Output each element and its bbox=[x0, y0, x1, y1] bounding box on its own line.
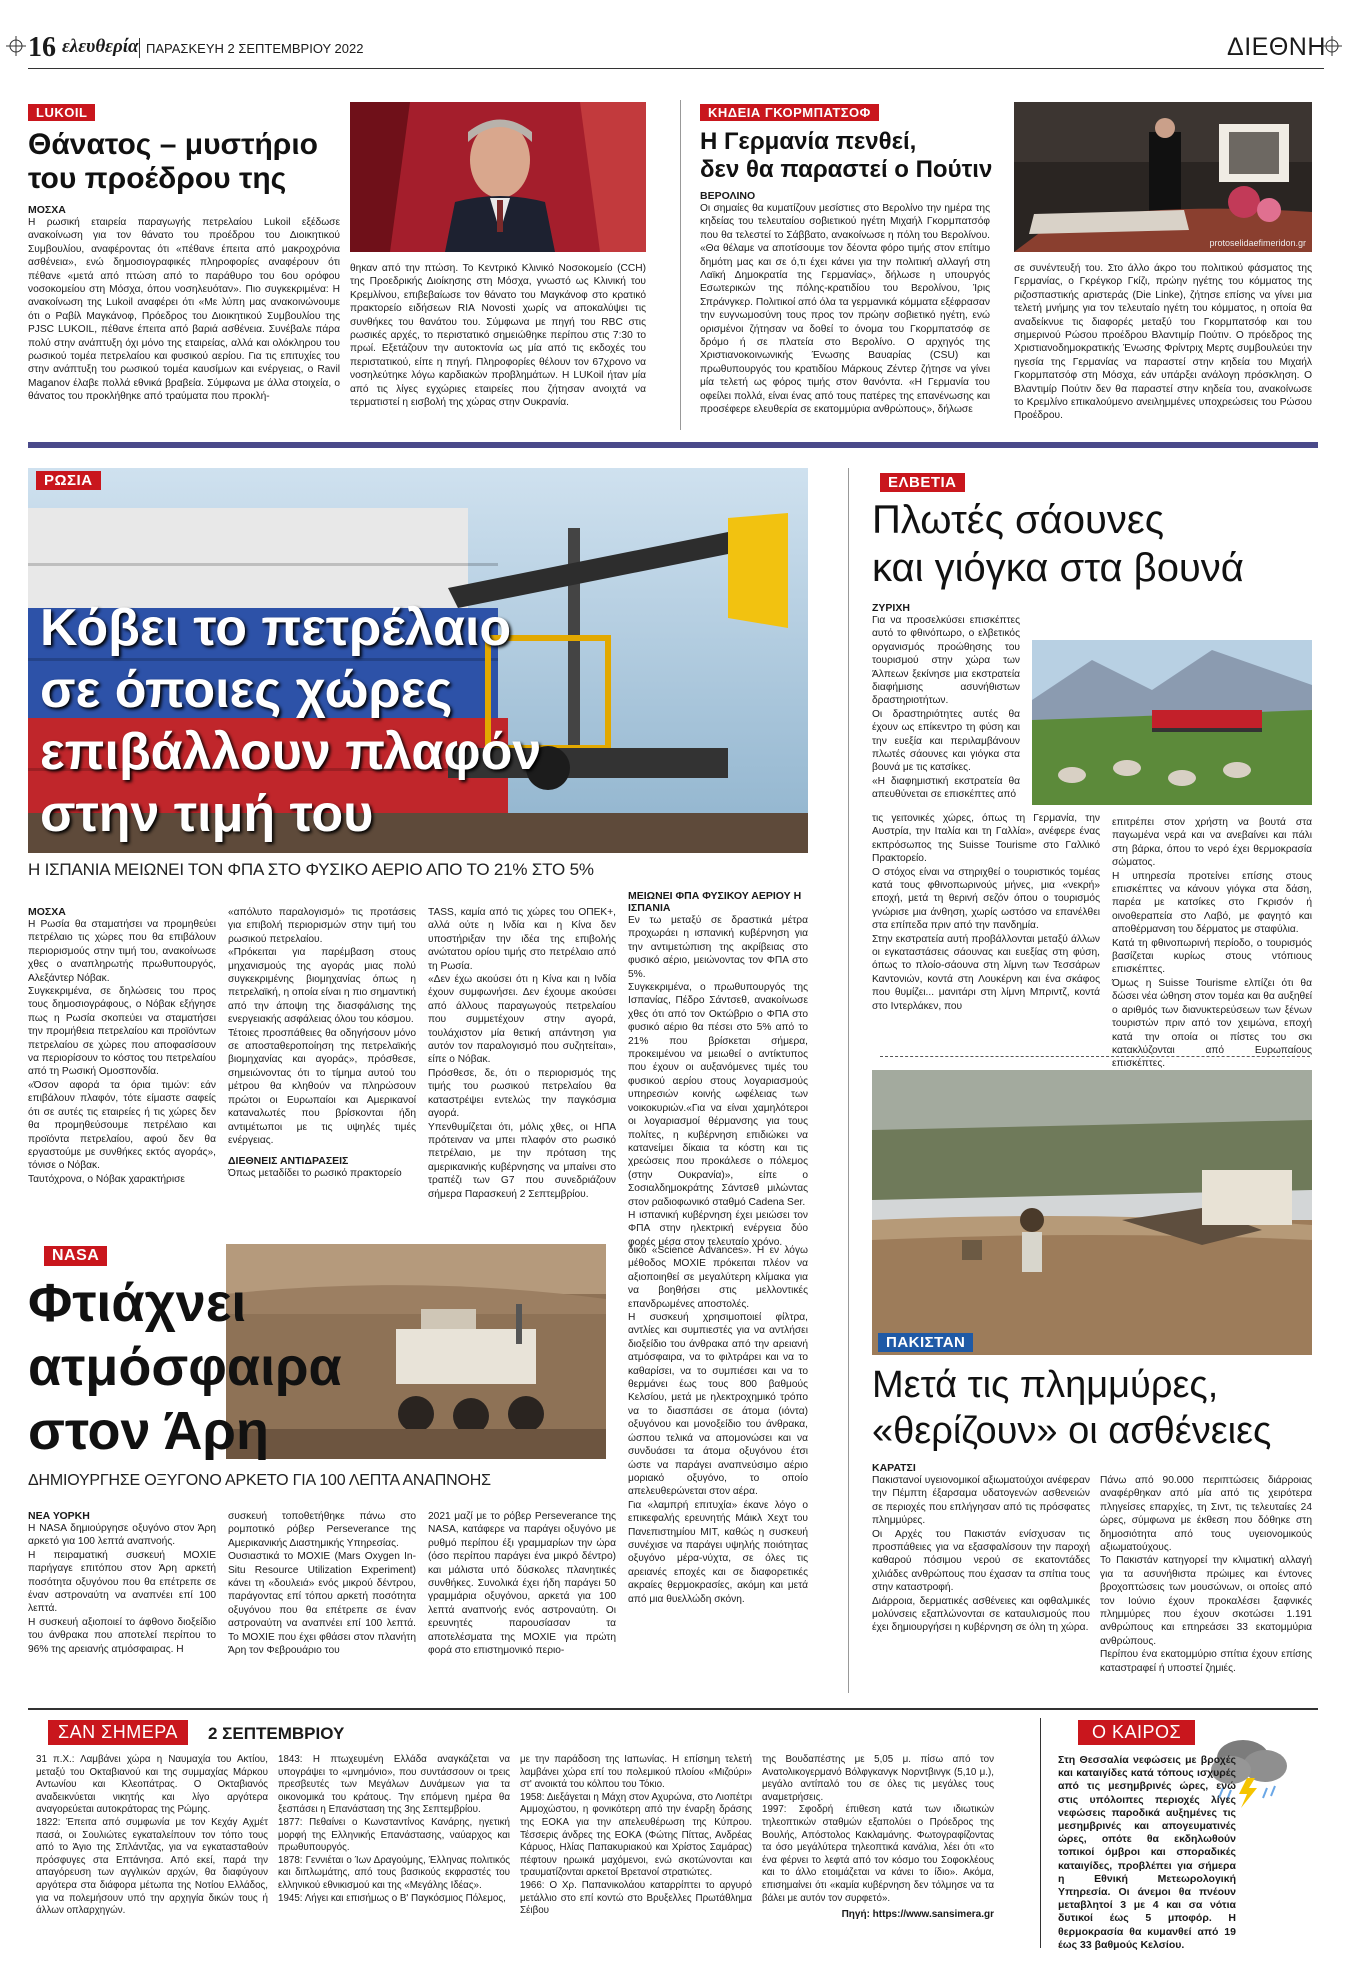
headline-russia-1: Κόβει το πετρέλαιο bbox=[40, 599, 512, 657]
today-col3 bbox=[520, 1754, 752, 1918]
crosshair-icon bbox=[1322, 36, 1342, 56]
headline-pakistan-1: Μετά τις πλημμύρες, bbox=[872, 1364, 1219, 1406]
body-text: TASS, καμία από τις χώρες του ΟΠΕΚ+, αλλά ούτε η Ινδία και η Κίνα δεν υποστήριξαν την ιδέα της επιβολής ανώτατου ορίου τιμής στο πετρέλαιο από τη Ρωσία. «Δεν έχω ακούσει ότι η Κίνα και η Ινδία έχουν συμφωνήσει. Δεν έχουμε ακούσει από άλλους παραγωγούς πετρελαίου που συμμετέχουν στην αγορά, τουλάχιστον μία θετική απάντηση για αυτόν τον παραλογισμό που συζητείται», είπε ο Νόβακ. Πρόσθεσε, δε, ότι ο περιορισμός της τιμής του ρωσικού πετρελαίου θα καταστρέψει εντελώς την παγκόσμια αγορά. Υπενθυμίζεται ότι, μόλις χθες, οι ΗΠΑ πρότειναν να μπει πλαφόν στο ρωσικό πετρέλαιο, με την πρόταση της αμερικανικής κυβέρνησης να μπαίνει στο τραπέζι των G7 που συνεδριάζουν σήμερα Παρασκευή 2 Σεπτεμβρίου. bbox=[428, 907, 616, 1200]
body-text: 31 π.Χ.: Λαμβάνει χώρα η Ναυμαχία του Ακτίου, μεταξύ του Οκταβιανού και της συμμαχίας Μάρκου Αντωνίου και Κλεοπάτρας. Ο Οκταβιανός αναδεικνύεται νικητής και λίγο αργότερα αναγορεύεται αυτοκράτορας της Ρώμης. 1822: Έπειτα από συμφωνία με τον Κεχάγ Αχμέτ πασά, οι Σουλιώτες εγκαταλείπουν τον τόπο τους από το Άγιο της Σπλάντζας, για να εγκατασταθούν πρόσφυγες στα Επτάνησα. Από εκεί, παρά την απαγόρευση των αγγλικών αρχών, θα διαφύγουν αργότερα στα διάφορα μέτωπα της Νοτίου Ελλάδος, για να πολεμήσουν υπό την αρχηγία δικών τους ή άλλων οπλαρχηγών. bbox=[36, 1754, 268, 1917]
dateline: ΝΕΑ ΥΟΡΚΗ bbox=[28, 1510, 90, 1522]
headline-russia-4: στην τιμή του bbox=[40, 785, 374, 843]
body-text: τις γειτονικές χώρες, όπως τη Γερμανία, την Αυστρία, την Ιταλία και τη Γαλλία», ανέφερε ένας εκπρόσωπος της Suisse Tourisme στο Γαλλικό Πρακτορείο. Ο στόχος είναι να στηριχθεί ο τουριστικός τομέας κατά τους φθινοπωρινούς μήνες, μια «νεκρή» εποχή, μετά τη θερινή σεζόν όπου ο τουρισμός γνώρισε μια άνθηση, χωρίς ωστόσο να επανέλθει στα επίπεδα πριν από την πανδημία. Στην εκστρατεία αυτή προβάλλονται μεταξύ άλλων οι εγκαταστάσεις σάουνας και ευεξίας στη φύση, όπως το πλοίο-σάουνα στη λίμνη των Τεσσάρων Καντονιών, κοντά στη Λουκέρνη και ένα σκάφος που θυμίζει... μανιτάρι στη λίμνη Μπριντζ, κοντά στο Ιντερλάκεν, που bbox=[872, 813, 1100, 1012]
headline-nasa-2: ατμόσφαιρα bbox=[28, 1337, 342, 1397]
header-rule bbox=[28, 68, 1324, 69]
pakistan-col1 bbox=[872, 1462, 1090, 1635]
column-rule bbox=[1040, 1718, 1041, 1948]
dateline: ΒΕΡΟΛΙΝΟ bbox=[700, 190, 756, 202]
nasa-col3 bbox=[428, 1510, 616, 1657]
dashed-divider bbox=[880, 1056, 1310, 1057]
photo-putin-coffin bbox=[1014, 102, 1312, 252]
body-text: Για να προσελκύσει επισκέπτες αυτό το φθινόπωρο, ο ελβετικός οργανισμός προώθησης του τουρισμού στην χώρα των Άλπεων ξεκίνησε μια εκστρατεία διαφήμισης ασυνήθιστων δραστηριοτήτων. Οι δραστηριότητες αυτές θα έχουν ως επίκεντρο τη φύση και την ευεξία και περιλαμβάνουν πλωτές σάουνες και γιόγκα στα βουνά με τις κατσίκες. «Η διαφημιστική εκστρατεία θα απευθύνεται σε επισκέπτες από bbox=[872, 615, 1020, 801]
headline-switzerland-1: Πλωτές σάουνες bbox=[872, 498, 1165, 542]
russia-col3 bbox=[428, 906, 616, 1201]
body-text: Η Ρωσία θα σταματήσει να προμηθεύει πετρέλαιο τις χώρες που θα επιβάλουν περιορισμούς στην τιμή του, ανακοίνωσε χθες ο αναπληρωτής πρωθυπουργός, Αλεξάντερ Νόβακ. Συγκεκριμένα, σε δηλώσεις του προς τους δημοσιογράφους, ο Νόβακ εξήγησε πως η Ρωσία σκοπεύει να σταματήσει την προμήθεια πετρελαίου και προϊόντων πετρελαίου σε χώρες που αποφασίσουν να περιορίσουν το κόστος του πετρελαίου από τη Ρωσική Ομοσπονδία. «Όσον αφορά τα όρια τιμών: εάν επιβάλουν πλαφόν, τότε είμαστε σαφείς ότι σε αυτές τις εταιρείες ή τις χώρες δεν θα προμηθεύσουμε πετρέλαιο και προϊόντα πετρελαίου, αφού δεν θα εργαστούμε με συνθήκες εκτός αγοράς», τόνισε ο Νόβακ. Ταυτόχρονα, ο Νόβακ χαρακτήρισε bbox=[28, 919, 216, 1185]
body-text: Η ρωσική εταιρεία παραγωγής πετρελαίου Lukoil εξέδωσε ανακοίνωση για τον θάνατο του προέδρου του Διοικητικού Συμβουλίου, αναφέροντας ότι «πέθανε έπειτα από μακροχρόνια ασθένεια», ενώ δημοσιογραφικές πληροφορίες αναφέρουν ότι πέθανε «μετά από πτώση από το παράθυρο του 6ου ορόφου νοσοκομείου στη Μόσχα, όπου νοσηλευόταν». Πιο συγκεκριμένα: Η ανακοίνωση της Lukoil αναφέρει ότι «Με λύπη μας ανακοινώνουμε ότι ο Ραβίλ Μαγκάνοφ, Πρόεδρος του Διοικητικού Συμβουλίου της PJSC LUKOIL, πέθανε έπειτα από βαριά ασθένεια. Συνέβαλε πάρα πολύ στην ανάπτυξη όχι μόνο της εταιρείας, αλλά και ολόκληρου του ρωσικού τομέα πετρελαίου και φυσικού αερίου. Για τις επιτυχίες του στην ανάπτυξη του ρωσικού τομέα καυσίμων και ενέργειας, ο Ravil Maganov έλαβε πολλά εθνικά βραβεία. Σύμφωνα με άλλα στοιχεία, ο θάνατος του προκλήθηκε από τραύματα που προκλή- bbox=[28, 217, 340, 403]
body-text: σε συνέντευξή του. Στο άλλο άκρο του πολιτικού φάσματος της Γερμανίας, ο Γκρέγκορ Γκίζι, πρώην ηγέτης του κόμματος της ριζοσπαστικής αριστεράς (Die Linke), ζήτησε επίσης να γίνει μια τελετή μνήμης για τον τελευταίο ηγέτη του κόμματος, η οποία θα αναδείκνυε τις διαφορές μεταξύ του Γκορμπατσόφ και του σημερινού Ρώσου προέδρου Βλαντιμίρ Πούτιν. Ο πρόεδρος της Χριστιανοδημοκρατικής Ένωσης Φρίντριχ Μερτς συμβουλεύει την ηγεσία της Γερμανίας να παραστεί στην κηδεία του Μιχαήλ Γκορμπατσόφ στη Μόσχα, εάν υπάρξει ανάλογη πρόσκληση. Ο Βλαντιμίρ Πούτιν δεν θα παραστεί στην κηδεία του, ανακοίνωσε το Κρεμλίνο επικαλούμενο ανειλημμένες υποχρεώσεις του Ρώσου Προέδρου. bbox=[1014, 263, 1312, 422]
subtitle-nasa: ΔΗΜΙΟΥΡΓΗΣΕ ΟΞΥΓΟΝΟ ΑΡΚΕΤΟ ΓΙΑ 100 ΛΕΠΤΑ ΑΝΑΠΝΟΗΣ bbox=[28, 1472, 491, 1489]
dateline: ΖΥΡΙΧΗ bbox=[872, 602, 910, 614]
gorbachev-col1 bbox=[700, 190, 990, 417]
page-header bbox=[0, 0, 1346, 70]
page-number: 16 bbox=[28, 32, 56, 63]
header-date: ΠΑΡΑΣΚΕΥΗ 2 ΣΕΠΤΕΜΒΡΙΟΥ 2022 bbox=[146, 41, 364, 56]
body-text: Στη Θεσσαλία νεφώσεις με βροχές και καταιγίδες κατά τόπους ισχυρές από τις μεσημβρινές ώρες, ενώ στις υπόλοιπες περιοχές λίγες νεφώσεις παροδικά αυξημένες τις μεσημβρινές και απογευματινές ώρες, οπότε θα εκδηλωθούν τοπικοί όμβροι και σποραδικές καταιγίδες, προβλέπει για σήμερα η Εθνική Μετεωρολογική Υπηρεσία. Οι άνεμοι θα πνέουν μεταβλητοί 3 με 4 και σα νότια δυτικοί έως 5 μποφόρ. Η θερμοκρασία θα κυμανθεί από 19 έως 33 βαθμούς Κελσίου. bbox=[1058, 1754, 1236, 1951]
nasa-col1 bbox=[28, 1510, 216, 1656]
column-rule bbox=[680, 100, 681, 430]
section-name: ΔΙΕΘΝΗ bbox=[1227, 33, 1326, 61]
body-text: της Βουδαπέστης με 5,05 μ. πίσω από τον Ανατολικογερμανό Βόλφγκανγκ Νορντβινγκ (5,10 μ.), μεγάλο αντίπαλό του σε όλες τις μεγάλες τους αναμετρήσεις. 1997: Σφοδρή έπιθεση κατά των ιδιωτικών τηλεοπτικών σταθμών εξαπολύει ο Πρόεδρος της Βουλής, Απόστολος Κακλαμάνης. Φωτογραφίζοντας τα όσο μεγάλύτερα τηλεοπτικά κανάλια, λέει ότι «το ένα φέρνει το λεφτά από τον κόσμο του Σοφοκλέους και το άλλο ετοιμάζεται να κάνει το ίδιο». Ακόμα, επισημαίνει ότι «καμία κυβέρνηση δεν τόλμησε να τα βάλει με αυτόν τον συρφετό». bbox=[762, 1754, 994, 1904]
today-col1 bbox=[36, 1754, 268, 1918]
gorbachev-col2 bbox=[1014, 262, 1312, 423]
body-text: με την παράδοση της Ιαπωνίας. Η επίσημη τελετή λαμβάνει χώρα επί του πολεμικού πλοίου «Μιζούρι» στ' ανοικτά του κόλπου του Τόκιο. 1958: Διεξάγεται η Μάχη στον Αχυρώνα, στο Λιοπέτρι Αμμοχώστου, η φονικότερη από την έναρξη δράσης της ΕΟΚΑ για την απελευθέρωση της Κύπρου. Τέσσερις άνδρες της ΕΟΚΑ (Φώτης Πίττας, Ανδρέας Κάρυος, Ηλίας Παπακυριακού και Χρίστος Σαμάρας) πέφτουν ηρωικά μαχόμενοι, ενώ σκοτώνονται και τραυματίζονται αρκετοί Βρετανοί στρατιώτες. 1966: Ο Χρ. Παπανικολάου καταρρίπτει το αργυρό μετάλλιο στο επί κοντώ στο Βρυξελλες Πρωτάθλημα Σέιβου bbox=[520, 1754, 752, 1917]
russia-col2 bbox=[228, 906, 416, 1181]
body-text: «απόλυτο παραλογισμό» τις προτάσεις για επιβολή περιορισμών στην τιμή του ρωσικού πετρελαίου. «Πρόκειται για παρέμβαση στους μηχανισμούς της αγοράς μιας πολύ συγκεκριμένης βιομηχανίας όπως η πετρελαϊκή, η οποία είναι η πιο σημαντική από την άποψη της διασφάλισης της ενεργειακής ασφάλειας όλου του κόσμου. Τέτοιες προσπάθειες θα οδηγήσουν μόνο σε αποσταθεροποίηση της πετρελαϊκής βιομηχανίας και αγοράς», πρόσθεσε, σημειώνοντας ότι το τίμημα αυτού του μέτρου θα κληθούν να πληρώσουν πρώτοι οι Ευρωπαίοι και Αμερικανοί καταναλωτές που βρίσκονται ήδη αντιμέτωποι με τις υψηλές τιμές ενέργειας. bbox=[228, 907, 417, 1146]
subtitle-russia: Η ΙΣΠΑΝΙΑ ΜΕΙΩΝΕΙ ΤΟΝ ΦΠΑ ΣΤΟ ΦΥΣΙΚΟ ΑΕΡΙΟ ΑΠΟ ΤΟ 21% ΣΤΟ 5% bbox=[28, 860, 594, 879]
headline-russia-2: σε όποιες χώρες bbox=[40, 661, 453, 719]
header-divider bbox=[139, 38, 140, 58]
body-text: Η NASA δημιούργησε οξυγόνο στον Άρη αρκετό για 100 λεπτά αναπνοής. Η πειραματική συσκευή MOXIE παρήγαγε επιτόπου στον Άρη αρκετή ποσότητα οξυγόνου που θα επέτρεπε σε έναν αστροναύτη να αναπνέει επί 100 λεπτά. Η συσκευή αξιοποιεί το άφθονο διοξείδιο του άνθρακα που αποτελεί περίπου το 96% της αρειανής ατμόσφαιρας. Η bbox=[28, 1523, 216, 1655]
kicker-nasa: NASA bbox=[44, 1246, 107, 1266]
subhead: ΔΙΕΘΝΕΙΣ ΑΝΤΙΔΡΑΣΕΙΣ bbox=[228, 1155, 349, 1168]
headline-gorbachev-2: δεν θα παραστεί ο Πούτιν bbox=[700, 156, 993, 183]
source-note: Πηγή: https://www.sansimera.gr bbox=[841, 1909, 994, 1921]
kicker-lukoil: LUKOIL bbox=[28, 104, 95, 121]
section-band bbox=[28, 442, 1318, 448]
body-text: δικό «Science Advances». Η εν λόγω μέθοδος MOXIE πρόκειται πλέον να αξιοποιηθεί σε μεγαλύτερη κλίμακα για να βοηθήσει στις μελλοντικές επανδρωμένες αποστολές. Η συσκευή χρησιμοποιεί φίλτρα, αντλίες και συμπιεστές για να αντλήσει διοξείδιο του άνθρακα από την αρειανή ατμόσφαιρα, να το φιλτράρει και να το καθαρίσει, να το συμπιέσει και να το θερμάνει έως τους 800 βαθμούς Κελσίου, μετά με ηλεκτροχημικό τρόπο να το διασπάσει σε άτομα (ιόντα) οξυγόνου και μονοξείδιο του άνθρακα, ώσπου τελικά να απομονώσει και να συνδυάσει τα άτομα οξυγόνου έτσι ώστε να παράγει αναπνεύσιμο αέριο μοριακό οξυγόνο, το οποίο απελευθερώνεται στον αέρα. Για «λαμπρή επιτυχία» έκανε λόγο ο επικεφαλής ερευνητής Μάικλ Χεχτ του Πανεπιστημίου MIT, καθώς η συσκευή συνέχισε να παράγει υψηλής ποιότητας οξυγόνο μέρα-νύχτα, σε όλες τις αρειανές εποχές και σε διαφορετικές ακραίες θερμοκρασίες, ακόμη και μετά από μια θυελλώδη σκόνη. bbox=[628, 1245, 808, 1605]
kicker-gorbachev: ΚΗΔΕΙΑ ΓΚΟΡΜΠΑΤΣΟΦ bbox=[700, 104, 879, 121]
body-text: Πακιστανοί υγειονομικοί αξιωματούχοι ανέφεραν την Πέμπτη έξαρσαμα υδατογενών ασθενειών σε περιοχές που επλήγησαν από τις πρόσφατες πλημμύρες. Οι Αρχές του Πακιστάν ενίσχυσαν τις προσπάθειες για να εξασφαλίσουν την παροχή καθαρού πόσιμου νερού σε εκατοντάδες χιλιάδες ανθρώπους που έχασαν τα σπίτια τους στην καταστροφή. Διάρροια, δερματικές ασθένειες και οφθαλμικές μολύνσεις εξαπλώνονται σε καταυλισμούς που έχει δημιουργήσει η κυβέρνηση σε όλη τη χώρα. bbox=[872, 1475, 1090, 1634]
crosshair-icon bbox=[6, 36, 26, 56]
kicker-pakistan: ΠΑΚΙΣΤΑΝ bbox=[878, 1333, 973, 1352]
weather-text bbox=[1058, 1754, 1316, 1950]
russia-col4 bbox=[628, 890, 808, 1249]
nasa-col2 bbox=[228, 1510, 416, 1657]
dateline: ΚΑΡΑΤΣΙ bbox=[872, 1462, 916, 1474]
column-rule bbox=[848, 468, 849, 1693]
headline-lukoil-2: του προέδρου της bbox=[28, 162, 287, 195]
russia-col1 bbox=[28, 906, 216, 1186]
body-text: Εν τω μεταξύ σε δραστικά μέτρα προχωράει η ισπανική κυβέρνηση για την αντιμετώπιση της ακρίβειας στο φυσικό αέριο, μειώνοντας τον ΦΠΑ στο 5%. Συγκεκριμένα, ο πρωθυπουργός της Ισπανίας, Πέδρο Σάντσεθ, ανακοίνωσε χθες ότι από τον Οκτώβριο ο ΦΠΑ στο φυσικό αέριο θα πέσει στο 5% από το 21% που βρίσκεται σήμερα, προκειμένου να μειωθεί ο αντίκτυπος που έχουν οι αυξανόμενες τιμές του φυσικού αερίου στους λογαριασμούς υπηρεσιών κοινής ωφέλειας των νοικοκυριών.«Για να είναι χαμηλότεροι οι λογαριασμοί θέρμανσης για τους πολίτες, η κυβέρνηση επιδιώκει να κατανείμει δίκαια τα κόστη και τις χρεώσεις που προκάλεσε ο πόλεμος (στην Ουκρανία)», είπε ο Σοσιαλδημοκράτης Σάντσεθ μιλώντας στον ραδιοφωνικό σταθμό Cadena Ser. Η ισπανική κυβέρνηση έχει μειώσει τον ΦΠΑ στην ηλεκτρική ενέργεια δύο φορές μέσα στον τελευταίο χρόνο. bbox=[628, 915, 808, 1248]
dateline: ΜΟΣΧΑ bbox=[28, 906, 66, 918]
headline-gorbachev-1: Η Γερμανία πενθεί, bbox=[700, 128, 917, 155]
headline-switzerland-2: και γιόγκα στα βουνά bbox=[872, 546, 1244, 590]
switzerland-col1-top bbox=[872, 602, 1020, 802]
today-date: 2 ΣΕΠΤΕΜΒΡΙΟΥ bbox=[208, 1724, 345, 1743]
photo-goats-alps bbox=[1032, 640, 1312, 805]
headline-lukoil-1: Θάνατος – μυστήριο bbox=[28, 128, 319, 161]
body-text: θηκαν από την πτώση. Το Κεντρικό Κλινικό Νοσοκομείο (CCH) της Προεδρικής Διοίκησης στη Μόσχα, γνωστό ως Κλινική του Κρεμλίνου, επιβεβαίωσε τον θάνατο του Μαγκάνοφ στο κρατικό πρακτορείο ειδήσεων RIA Novosti χωρίς να αποκαλύψει τις συνθήκες του θανάτου του. Σύμφωνα με πηγή του RBC στις ρωσικές αρχές, το περιστατικό σημειώθηκε περίπου στις 7:30 το πρωί. Εξετάζουν την αυτοκτονία ως μία από τις εκδοχές του περιστατικού, είπε η πηγή. Πληροφορίες θέλουν τον 67χρονο να νοσηλεύτηκε λόγω καρδιακών προβλημάτων. Η LUKoil ήταν μία από τις λίγες εγχώριες εταιρείες που ζήτησαν ανοιχτά να τερματιστεί η εισβολή της χώρας στην Ουκρανία. bbox=[350, 263, 646, 409]
headline-nasa-3: στον Άρη bbox=[28, 1401, 269, 1461]
paper-name: ελευθερία bbox=[62, 36, 139, 57]
today-col4 bbox=[762, 1754, 994, 1920]
body-text: Όπως μεταδίδει το ρωσικό πρακτορείο bbox=[228, 1168, 402, 1180]
headline-nasa-1: Φτιάχνει bbox=[28, 1273, 247, 1333]
kicker-russia: ΡΩΣΙΑ bbox=[36, 471, 101, 490]
body-text: Οι σημαίες θα κυματίζουν μεσίστιες στο Βερολίνο την ημέρα της κηδείας του τελευταίου σοβιετικού ηγέτη Μιχαήλ Γκορμπατσόφ που θα τελεστεί το Σάββατο, ανακοίνωσε η πόλη του Βερολίνου. «Θα θέλαμε να αποτίσουμε τον δέοντα φόρο τιμής στον επίτιμο δημότη μας και σε ό,τι έχει κάνει για την πολιτική αλλαγή στη Λαϊκή Δημοκρατία της Γερμανίας», δήλωσε η υπουργός Εσωτερικών της πόλης-κρατιδίου του Βερολίνου, Ίρις Σπράνγκερ. Πολιτικοί από όλα τα γερμανικά κόμματα εξέφρασαν την ευγνωμοσύνη τους προς τον πρώην σοβιετικό ηγέτη, ενώ ορισμένοι ζήτησαν να δοθεί το όνομα του Γκορμπατσόφ σε δρόμο ή σε πλατεία στο Βερολίνο. Ο αρχηγός της Χριστιανοκοινωνικής Ένωσης Βαυαρίας (CSU) και πρωθυπουργός του κρατιδίου Μάρκους Ζέντερ ζήτησε να γίνει μία τελετή ως φόρος τιμής στον θανόντα. «Η Γερμανία του οφείλει πολλά, είναι ένας από τους πατέρες της επανένωσης και προσέφερε ελευθερία σε εκατομμύρια ανθρώπους», δήλωσε bbox=[700, 203, 990, 416]
kicker-switzerland: ΕΛΒΕΤΙΑ bbox=[880, 473, 965, 492]
pakistan-col2 bbox=[1100, 1474, 1312, 1675]
dateline: ΜΟΣΧΑ bbox=[28, 204, 66, 216]
today-label: ΣΑΝ ΣΗΜΕΡΑ bbox=[48, 1720, 188, 1745]
switzerland-col1-bottom bbox=[872, 812, 1100, 1013]
today-col2 bbox=[278, 1754, 510, 1905]
weather-label: Ο ΚΑΙΡΟΣ bbox=[1078, 1720, 1195, 1745]
subhead: ΜΕΙΩΝΕΙ ΦΠΑ ΦΥΣΙΚΟΥ ΑΕΡΙΟΥ Η ΙΣΠΑΝΙΑ bbox=[628, 890, 802, 914]
headline-pakistan-2: «θερίζουν» οι ασθένειες bbox=[872, 1410, 1272, 1452]
body-text: 1843: Η πτωχευμένη Ελλάδα αναγκάζεται να υπογράψει το «μνημόνιο», που συντάσσουν οι τρεις πρεσβευτές των Μεγάλων Δυνάμεων για τα οικονομικά του κράτους. Την επόμενη ημέρα θα ξεσπάσει η Επανάσταση της 3ης Σεπτεμβρίου. 1877: Πεθαίνει ο Κωνσταντίνος Κανάρης, ηγετική μορφή της Ελληνικής Επανάστασης, ναύαρχος και πρωθυπουργός. 1878: Γεννιέται ο Ίων Δραγούμης, Έλληνας πολιτικός και διπλωμάτης, από τους βασικούς εκφραστές του ελληνικού εθνικισμού και της «Μεγάλης Ιδέας». 1945: Λήγει και επισήμως ο Β' Παγκόσμιος Πόλεμος, bbox=[278, 1754, 510, 1904]
body-text: επιτρέπει στον χρήστη να βουτά στα παγωμένα νερά και να ανεβαίνει και πάλι στη βάρκα, όπου το νερό έχει θερμοκρασία σώματος. Η υπηρεσία προτείνει επίσης στους επισκέπτες να κάνουν γιόγκα στα δάση, παρέα με κατσίκες στο Γκρισόν ή οινοθεραπεία στο Λαβό, με φαγητό και αποθέρμανση του δέρματος με σταφύλια. Κατά τη φθινοπωρινή περίοδο, ο τουρισμός βασίζεται κυρίως στους ντόπιους επισκέπτες. Όμως η Suisse Tourisme ελπίζει ότι θα δώσει νέα ώθηση στον τομέα και θα αυξηθεί ο αριθμός των διανυκτερεύσεων των ξένων τουριστών πριν από τον χειμώνα, εποχή κατά την οποία οι πίστες του σκι κατακλύζονται από Ευρωπαίους επισκέπτες. bbox=[1112, 817, 1312, 1070]
lukoil-col2 bbox=[350, 262, 646, 409]
photo-maganov bbox=[350, 102, 646, 252]
headline-russia-3: επιβάλλουν πλαφόν bbox=[40, 723, 542, 781]
switzerland-col2 bbox=[1112, 816, 1312, 1071]
body-text: Πάνω από 90.000 περιπτώσεις διάρροιας αναφέρθηκαν από μία από τις χειρότερα πληγείσες επαρχίες, τη Σιντ, τις τελευταίες 24 ώρες, σύμφωνα με έκθεση που δόθηκε στη δημοσιότητα από τους υγειονομικούς αξιωματούχους. Το Πακιστάν κατηγορεί την κλιματική αλλαγή για τα ασυνήθιστα πρώιμες και έντονες βροχοπτώσεις των μουσώνων, οι οποίες από τον Ιούνιο έχουν προκαλέσει ξαφνικές πλημμύρες που έχουν σκοτώσει 1.191 ανθρώπους και επηρεάσει 33 εκατομμύρια ανθρώπους. Περίπου ένα εκατομμύριο σπίτια έχουν επίσης καταστραφεί ή υποστεί ζημιές. bbox=[1100, 1475, 1312, 1674]
lukoil-col1 bbox=[28, 204, 340, 404]
body-text: 2021 μαζί με το ρόβερ Perseverance της NASA, κατάφερε να παράγει οξυγόνο με ρυθμό περίπου έξι γραμμαρίων την ώρα (όσο περίπου παράγει ένα μικρό δέντρο) και μάλιστα υπό δύσκολες πλανητικές συνθήκες. Συνολικά έχει ήδη παράγει 50 γραμμάρια οξυγόνου, αρκετά για 100 λεπτά αναπνοής ενός αστροναύτη. Οι ερευνητές παρουσίασαν τα αποτελέσματα της MOXIE για πρώτη φορά στο επιστημονικό περιο- bbox=[428, 1511, 616, 1657]
photo-flood bbox=[872, 1070, 1312, 1355]
today-box bbox=[28, 1708, 1318, 1956]
photo-credit: protoselidaefimeridon.gr bbox=[1209, 238, 1306, 248]
nasa-col4 bbox=[628, 1244, 808, 1606]
body-text: συσκευή τοποθετήθηκε πάνω στο ρομποτικό ρόβερ Perseverance της Αμερικανικής Διαστημικής Υπηρεσίας. Ουσιαστικά το MOXIE (Mars Oxygen In-Situ Resource Utilization Experiment) κάνει τη «δουλειά» ενός μικρού δέντρου, παράγοντας επί τόπου αρκετή ποσότητα οξυγόνου που θα επέτρεπε σε έναν αστροναύτη να αναπνέει επί 100 λεπτά. Το MOXIE που έχει φθάσει στον πλανήτη Άρη τον Φεβρουάριο του bbox=[228, 1511, 416, 1657]
